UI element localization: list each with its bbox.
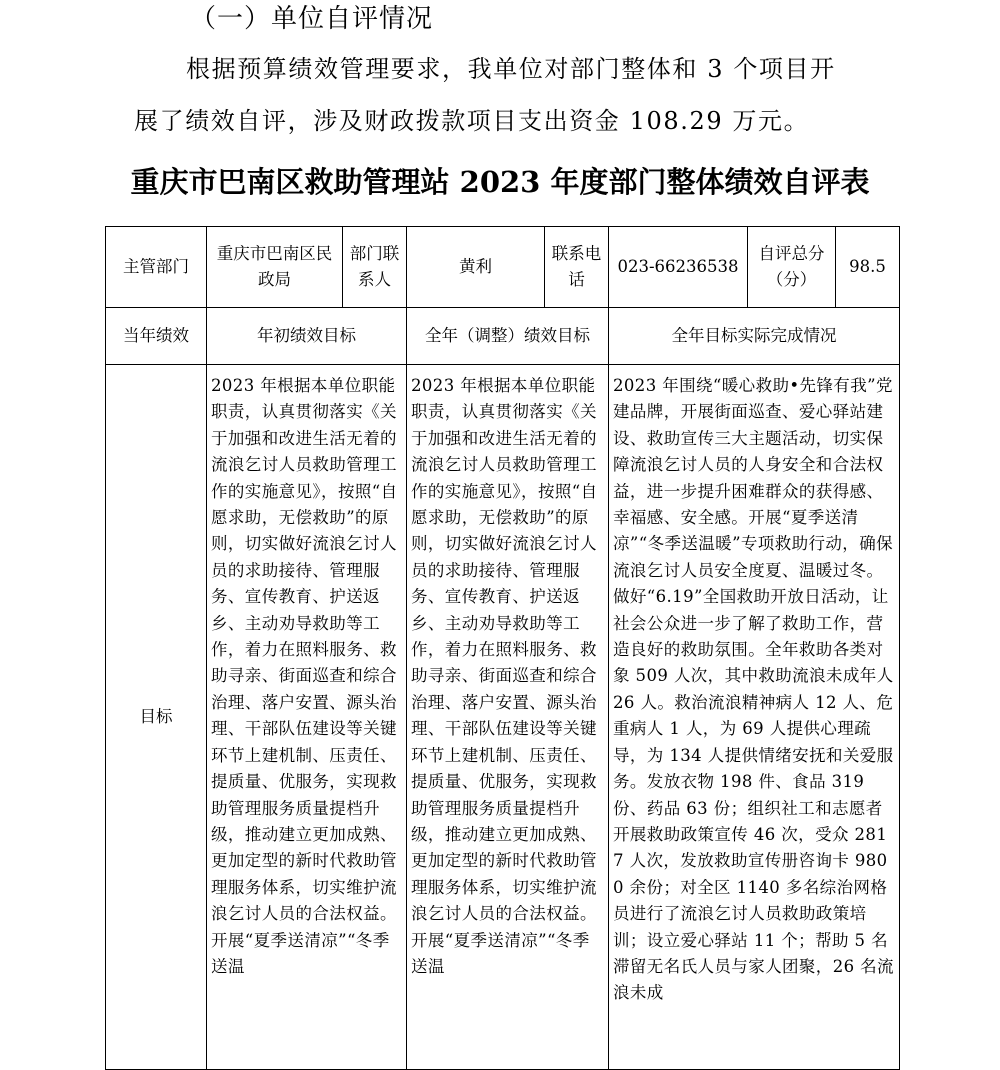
score-label-cell — [748, 227, 836, 308]
table-row-header-info — [106, 227, 900, 308]
dept-value-cell — [207, 227, 343, 308]
score-value: 98.5 — [849, 257, 886, 276]
paragraph-line-2: 展了绩效自评，涉及财政拨款项目支出资金 108.29 万元。 — [134, 107, 810, 135]
score-label: 自评总分（分） — [758, 244, 825, 289]
section-heading: （一）单位自评情况 — [190, 4, 434, 34]
phone-value-cell — [609, 227, 748, 308]
target-label: 目标 — [139, 707, 173, 726]
initial-target-text: 2023 年根据本单位职能职责，认真贯彻落实《关于加强和改进生活无着的流浪乞讨人员救助管理工作的实施意见》，按照“自愿求助，无偿救助”的原则，切实做好流浪乞讨人员的求助接待、管理服务、宣传教育、护送返乡、主动劝导救助等工作，着力在照料服务、救助寻亲、街面巡查和综合治理、落户安置、源头治理、干部队伍建设等关键环节上建机制、压责任、提质量、优服务，实现救助管理服务质量提档升级，推动建立更加成熟、更加定型的新时代救助管理服务体系，切实维护流浪乞讨人员的合法权益。开展“夏季送清凉”“冬季送温 — [207, 365, 407, 1070]
contact-label-cell — [343, 227, 407, 308]
dept-label: 主管部门 — [123, 257, 189, 276]
dept-value: 重庆市巴南区民政局 — [216, 244, 333, 289]
initial-target-head: 年初绩效目标 — [257, 326, 356, 345]
phone-value: 023-66236538 — [617, 257, 739, 276]
target-label-cell — [106, 365, 207, 1070]
contact-value-cell — [407, 227, 545, 308]
adjusted-target-head: 全年（调整）绩效目标 — [425, 326, 590, 345]
actual-completion-text: 2023 年围绕“暖心救助•先锋有我”党建品牌，开展街面巡查、爱心驿站建设、救助宣传三大主题活动，切实保障流浪乞讨人员的人身安全和合法权益，进一步提升困难群众的获得感、幸福感、安全感。开展“夏季送清凉”“冬季送温暖”专项救助行动，确保流浪乞讨人员安全度夏、温暖过冬。做好“6.19”全国救助开放日活动，让社会公众进一步了解了救助工作，营造良好的救助氛围。全年救助各类对象 509 人次，其中救助流浪未成年人 26 人。救治流浪精神病人 12 人、危重病人 1 人，为 69 人提供心理疏导，为 134 人提供情绪安抚和关爱服务。发放衣物 198 件、食品 319 份、药品 63 份；组织社工和志愿者开展救助政策宣传 46 次，受众 2817 人次，发放救助宣传册咨询卡 9800 余份；对全区 1140 多名综治网格员进行了流浪乞讨人员救助政策培训；设立爱心驿站 11 个；帮助 5 名滞留无名氏人员与家人团聚，26 名流浪未成 — [609, 365, 900, 1070]
self-evaluation-table — [105, 226, 900, 1070]
initial-target-head-cell — [207, 308, 407, 365]
annual-performance-cell — [106, 308, 207, 365]
dept-label-cell — [106, 227, 207, 308]
actual-completion-head: 全年目标实际完成情况 — [671, 326, 837, 345]
paragraph-line-1: 根据预算绩效管理要求，我单位对部门整体和 3 个项目开 — [186, 55, 836, 83]
adjusted-target-head-cell — [407, 308, 609, 365]
score-value-cell — [836, 227, 900, 308]
contact-label: 部门联系人 — [349, 244, 400, 289]
phone-label-cell — [545, 227, 609, 308]
table-row-targets — [106, 365, 900, 1070]
document-title: 重庆市巴南区救助管理站 2023 年度部门整体绩效自评表 — [130, 165, 870, 199]
table-row-column-heads — [106, 308, 900, 365]
adjusted-target-text: 2023 年根据本单位职能职责，认真贯彻落实《关于加强和改进生活无着的流浪乞讨人员救助管理工作的实施意见》，按照“自愿求助，无偿救助”的原则，切实做好流浪乞讨人员的求助接待、管理服务、宣传教育、护送返乡、主动劝导救助等工作，着力在照料服务、救助寻亲、街面巡查和综合治理、落户安置、源头治理、干部队伍建设等关键环节上建机制、压责任、提质量、优服务，实现救助管理服务质量提档升级，推动建立更加成熟、更加定型的新时代救助管理服务体系，切实维护流浪乞讨人员的合法权益。开展“夏季送清凉”“冬季送温 — [407, 365, 609, 1070]
contact-value: 黄利 — [459, 257, 492, 276]
phone-label: 联系电话 — [551, 244, 602, 289]
annual-performance-label: 当年绩效 — [123, 326, 189, 345]
actual-completion-head-cell — [609, 308, 900, 365]
